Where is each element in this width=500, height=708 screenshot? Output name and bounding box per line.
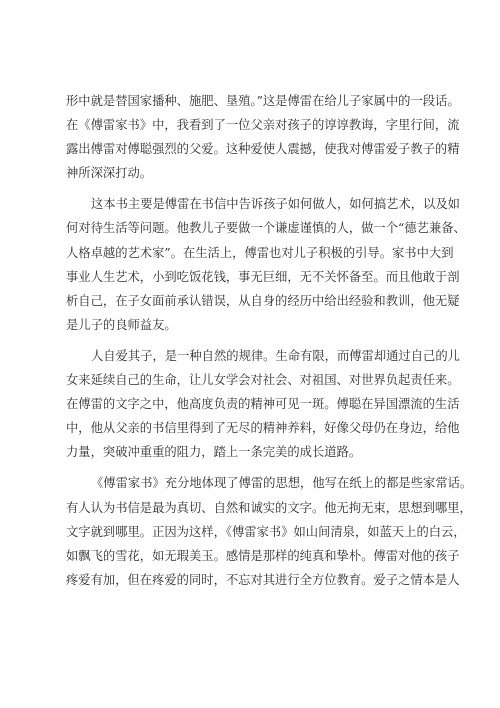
paragraph-line: 如飘飞的雪花，如无瑕美玉。感情是那样的纯真和挚朴。傅雷对他的孩子	[66, 548, 460, 563]
paragraph-line: 力量，突破冲重重的阻力，踏上一条完美的成长道路。	[66, 445, 362, 460]
paragraph-line: 人自爱其子，是一种自然的规律。生命有限，而傅雷却通过自己的儿	[91, 348, 460, 363]
paragraph-3	[66, 344, 460, 464]
paragraph-line: 有人认为书信是最为真切、自然和诚实的文字。他无拘无束，思想到哪里，	[66, 500, 472, 515]
paragraph-1	[66, 89, 460, 185]
paragraph-line: 在《傅雷家书》中，我看到了一位父亲对孩子的谆谆教诲，字里行间，流	[66, 118, 460, 133]
paragraph-line: 析自己，在子女面前承认错误，从自身的经历中给出经验和教训，他无疑	[66, 293, 460, 308]
paragraph-4	[66, 471, 473, 591]
paragraph-line: 人格卓越的艺术家”。在生活上，傅雷也对儿子积极的引导。家书中大到	[66, 245, 454, 260]
paragraph-line: 是儿子的良师益友。	[66, 317, 177, 332]
essay-body	[66, 89, 473, 599]
paragraph-line: 中，他从父亲的书信里得到了无尽的精神养料，好像父母仍在身边，给他	[66, 421, 460, 436]
paragraph-line: 在傅雷的文字之中，他高度负责的精神可见一斑。傅聪在异国漂流的生活	[66, 397, 460, 412]
paragraph-line: 何对待生活等问题。他教儿子要做一个谦虚谨慎的人，做一个“德艺兼备、	[66, 221, 466, 236]
paragraph-line: 疼爱有加，但在疼爱的同时，不忘对其进行全方位教育。爱子之情本是人	[66, 572, 460, 587]
paragraph-line: 事业人生艺术，小到吃饭花钱，事无巨细，无不关怀备至。而且他敢于剖	[66, 269, 460, 284]
paragraph-line: 露出傅雷对傅聪强烈的父爱。这种爱使人震撼，使我对傅雷爱子教子的精	[66, 142, 460, 157]
paragraph-line: 女来延续自己的生命，让儿女学会对社会、对祖国、对世界负起责任来。	[66, 373, 460, 388]
paragraph-line: 神所深深打动。	[66, 166, 153, 181]
paragraph-line: 这本书主要是傅雷在书信中告诉孩子如何做人，如何搞艺术，以及如	[91, 197, 460, 212]
paragraph-line: 《傅雷家书》充分地体现了傅雷的思想，他写在纸上的都是些家常话。	[91, 476, 473, 491]
paragraph-line: 形中就是替国家播种、施肥、垦殖。”这是傅雷在给儿子家属中的一段话。	[66, 94, 460, 108]
paragraph-2	[66, 192, 466, 337]
paragraph-line: 文字就到哪里。正因为这样，《傅雷家书》如山间清泉，如蓝天上的白云，	[66, 524, 466, 539]
